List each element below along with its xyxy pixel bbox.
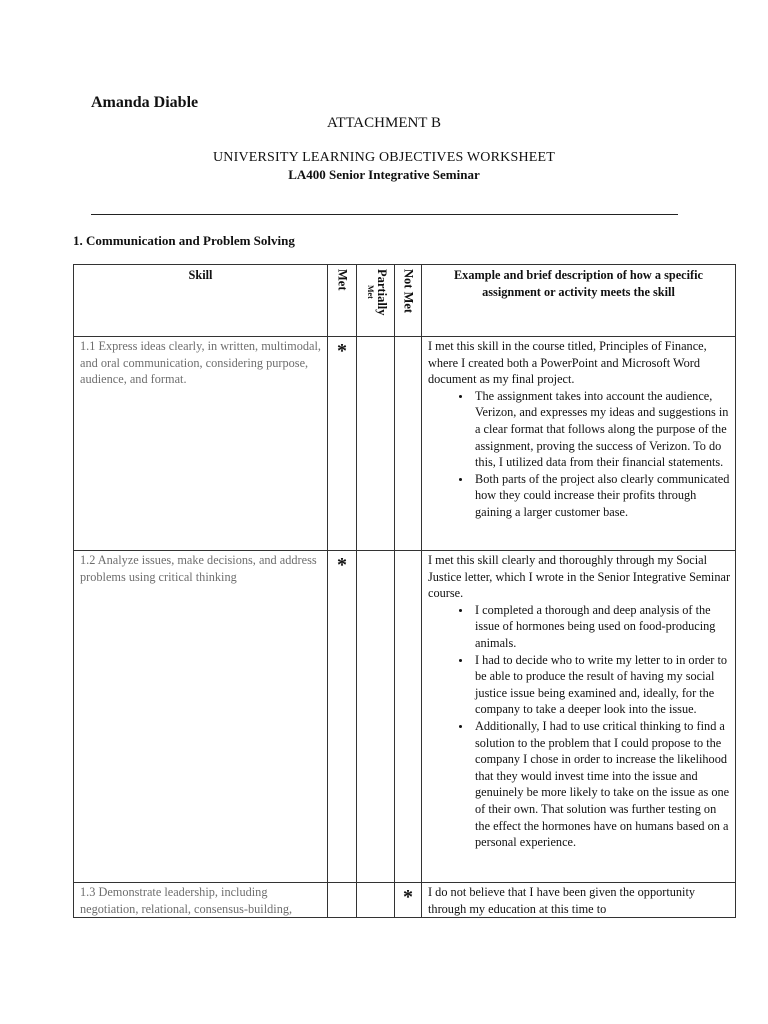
met-mark: * xyxy=(328,337,357,551)
header-partially-text: Partially xyxy=(375,269,389,316)
list-item: • I completed a thorough and deep analysis of the issue of hormones being used on food-producing animals. xyxy=(472,602,731,652)
met-mark: * xyxy=(328,551,357,883)
not-met-mark xyxy=(395,551,422,883)
example-intro: I met this skill in the course titled, Principles of Finance, where I created both a PowerPoint and Microsoft Word document as my final project. xyxy=(428,339,707,387)
example-cell xyxy=(422,337,736,551)
course-title: LA400 Senior Integrative Seminar xyxy=(288,167,480,182)
header-not-met xyxy=(395,265,422,337)
example-bullets xyxy=(428,388,731,521)
list-item: • Additionally, I had to use critical thinking to find a solution to the problem that I could propose to the company I chose in order to increase the likelihood that they would invest time into the issue and genuinely be more likely to take on the issue as one of their own. That solution was further testing on the effect the hormones have on humans based on a personal experience. xyxy=(472,718,731,851)
attachment-label: ATTACHMENT B xyxy=(327,115,441,131)
worksheet-title: UNIVERSITY LEARNING OBJECTIVES WORKSHEET xyxy=(212,150,556,165)
table-header-row xyxy=(74,265,736,337)
divider xyxy=(91,214,678,215)
section-heading: 1. Communication and Problem Solving xyxy=(73,233,295,248)
list-item: • Both parts of the project also clearly communicated how they could increase their profits through gaining a larger customer base. xyxy=(472,471,731,521)
list-item: • I had to decide who to write my letter to in order to be able to produce the result of having my social justice issue being examined and, ideally, for the company to take a deeper look into the issue. xyxy=(472,652,731,718)
header-partially-met xyxy=(357,265,395,337)
example-cell xyxy=(422,883,736,918)
header-met xyxy=(328,265,357,337)
met-mark xyxy=(328,883,357,918)
table-row xyxy=(74,883,736,918)
skill-cell: 1.3 Demonstrate leadership, including negotiation, relational, consensus-building, xyxy=(74,883,328,918)
not-met-mark xyxy=(395,337,422,551)
header-not-met-label: Not Met xyxy=(401,269,416,314)
skill-cell: 1.1 Express ideas clearly, in written, multimodal, and oral communication, considering purpose, audience, and format. xyxy=(74,337,328,551)
header-partially-small: Met xyxy=(366,285,375,300)
table-row xyxy=(74,337,736,551)
not-met-mark: * xyxy=(395,883,422,918)
author-name: Amanda Diable xyxy=(91,94,199,111)
list-item: • The assignment takes into account the audience, Verizon, and expresses my ideas and suggestions in a clear format that follows along the purpose of the assignment, proving the success of Verizon. To do this, I utilized data from their financial statements. xyxy=(472,388,731,471)
example-bullets xyxy=(428,602,731,851)
partially-mark xyxy=(357,337,395,551)
example-cell xyxy=(422,551,736,883)
example-intro: I do not believe that I have been given the opportunity through my education at this time to xyxy=(428,885,696,916)
header-met-label: Met xyxy=(335,269,350,291)
objectives-table xyxy=(73,264,736,918)
header-partially-label xyxy=(364,269,387,316)
header-skill: Skill xyxy=(74,265,328,337)
header-example: Example and brief description of how a specific assignment or activity meets the skill xyxy=(422,265,736,337)
skill-cell: 1.2 Analyze issues, make decisions, and address problems using critical thinking xyxy=(74,551,328,883)
table-row xyxy=(74,551,736,883)
partially-mark xyxy=(357,551,395,883)
partially-mark xyxy=(357,883,395,918)
example-intro: I met this skill clearly and thoroughly through my Social Justice letter, which I wrote in the Senior Integrative Seminar course. xyxy=(428,553,731,601)
